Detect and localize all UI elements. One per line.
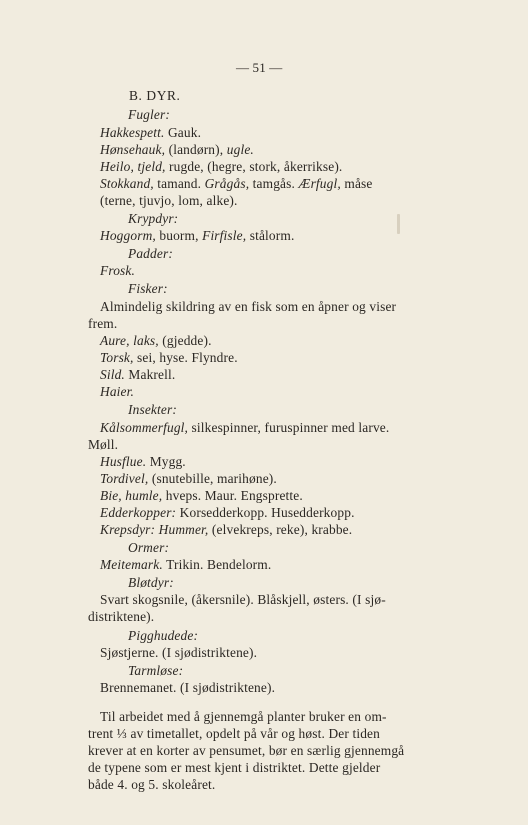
insekter-line-7 — [100, 522, 352, 538]
species-italic: Tordivel, — [100, 471, 149, 486]
species-text: (elvekreps, reke), krabbe. — [208, 522, 353, 537]
species-italic: Hønsehauk, — [100, 142, 166, 157]
species-italic: Bie, humle, — [100, 488, 163, 503]
fugler-line-5: (terne, tjuvjo, lom, alke). — [100, 193, 238, 208]
section-title: B. DYR. — [129, 88, 181, 103]
species-text: tamgås. — [249, 176, 299, 191]
species-text: sei, hyse. Flyndre. — [133, 350, 238, 365]
species-italic: Edderkopper: — [100, 505, 177, 520]
blotdyr-line-1: Svart skogsnile, (åkersnile). Blåskjell, østers. (I sjø- — [100, 592, 386, 607]
species-text: Korsedderkopp. Husedderkopp. — [176, 505, 355, 520]
tarmlose-line-1: Brennemanet. (I sjødistriktene). — [100, 680, 276, 695]
fisker-line-2: frem. — [88, 316, 118, 331]
fugler-line-1 — [100, 125, 201, 141]
closing-line-5: både 4. og 5. skoleåret. — [88, 777, 216, 792]
fisker-line-4 — [100, 350, 238, 366]
species-text: Gauk. — [164, 125, 202, 140]
insekter-line-5 — [100, 488, 303, 504]
insekter-line-6 — [100, 505, 355, 521]
species-text: hveps. Maur. Engsprette. — [162, 488, 303, 503]
species-text: tamand. — [153, 176, 205, 191]
species-italic: Stokkand, — [100, 176, 154, 191]
species-italic: Firfisle, — [202, 228, 247, 243]
species-italic: Meitemark. — [100, 557, 163, 572]
blotdyr-line-2: distriktene). — [88, 609, 155, 624]
heading-fisker: Fisker: — [128, 281, 168, 296]
closing-line-4: de typene som er mest kjent i distriktet. Dette gjelder — [88, 760, 381, 775]
species-italic: Hummer, — [158, 522, 209, 537]
heading-krypdyr: Krypdyr: — [128, 211, 179, 226]
heading-insekter: Insekter: — [128, 402, 177, 417]
closing-line-3: krever at en korter av pensumet, bør en særlig gjennemgå — [88, 743, 405, 758]
species-text: silkespinner, furuspinner med larve. — [188, 420, 390, 435]
species-text: Trikin. Bendelorm. — [162, 557, 272, 572]
fisker-line-5 — [100, 367, 175, 383]
species-italic: ugle. — [226, 142, 254, 157]
species-italic: Kålsommerfugl, — [100, 420, 189, 435]
padder-line-1: Frosk. — [100, 263, 135, 278]
fisker-line-1: Almindelig skildring av en fisk som en åpner og viser — [100, 299, 397, 314]
species-italic: Heilo, tjeld, — [100, 159, 166, 174]
species-text: rugde, (hegre, stork, åkerrikse). — [165, 159, 343, 174]
species-italic: Krepsdyr: — [100, 522, 156, 537]
species-text: (snutebille, marihøne). — [148, 471, 277, 486]
insekter-line-3 — [100, 454, 186, 470]
species-italic: Hoggorm, — [100, 228, 156, 243]
species-italic: Hakkespett. — [100, 125, 165, 140]
closing-line-1: Til arbeidet med å gjennemgå planter bruker en om- — [100, 709, 387, 724]
fugler-line-3 — [100, 159, 342, 175]
heading-ormer: Ormer: — [128, 540, 170, 555]
species-text: (landørn), — [165, 142, 227, 157]
fisker-line-3 — [100, 333, 212, 349]
fugler-line-2 — [100, 142, 254, 158]
species-italic: Aure, laks, — [100, 333, 159, 348]
species-text: buorm, — [155, 228, 203, 243]
species-italic: Sild. — [100, 367, 125, 382]
fisker-line-6: Haier. — [100, 384, 135, 399]
species-italic: Ærfugl, — [298, 176, 341, 191]
heading-fugler: Fugler: — [128, 107, 170, 122]
heading-tarmlose: Tarmløse: — [128, 663, 184, 678]
fugler-line-4 — [100, 176, 373, 192]
heading-padder: Padder: — [128, 246, 173, 261]
species-text: stålorm. — [246, 228, 295, 243]
insekter-line-2: Møll. — [88, 437, 119, 452]
closing-text: av timetallet, opdelt på vår og høst. Der tiden — [127, 726, 380, 741]
species-italic: Grågås, — [204, 176, 250, 191]
closing-text: trent — [88, 726, 117, 741]
pigghudede-line-1: Sjøstjerne. (I sjødistriktene). — [100, 645, 258, 660]
krypdyr-line-1 — [100, 228, 294, 244]
species-text: Mygg. — [146, 454, 186, 469]
species-text: måse — [340, 176, 373, 191]
species-text: (gjedde). — [158, 333, 212, 348]
species-italic: Torsk, — [100, 350, 134, 365]
page-number: — 51 — — [236, 60, 283, 75]
fraction: ⅓ — [116, 726, 127, 741]
paper-blemish — [397, 214, 400, 234]
species-italic: Husflue. — [100, 454, 147, 469]
insekter-line-1 — [100, 420, 389, 436]
species-text: Makrell. — [124, 367, 176, 382]
heading-pigghudede: Pigghudede: — [128, 628, 199, 643]
insekter-line-4 — [100, 471, 277, 487]
closing-line-2 — [88, 726, 380, 742]
heading-blotdyr: Bløtdyr: — [128, 575, 174, 590]
ormer-line-1 — [100, 557, 271, 573]
